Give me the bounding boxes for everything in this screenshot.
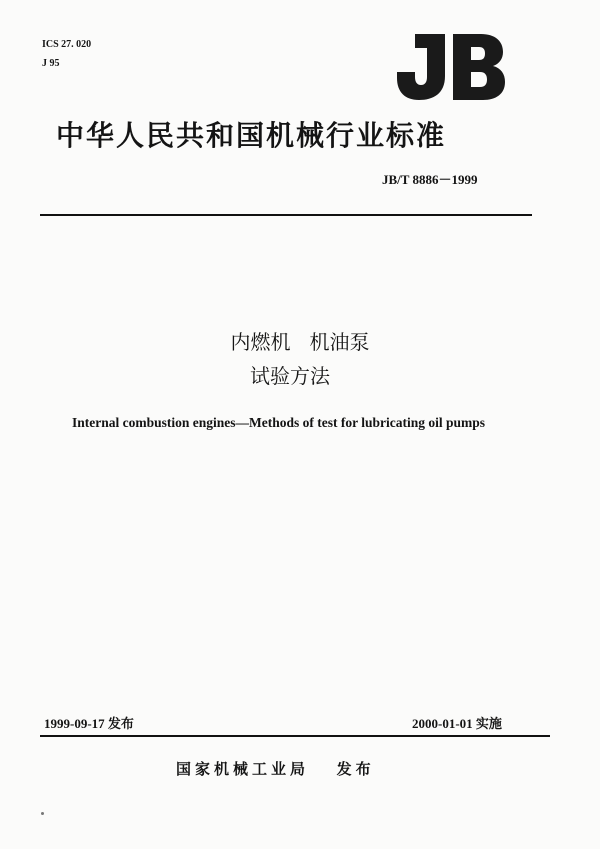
issue-date: 1999-09-17 发布 <box>44 716 134 731</box>
footer-divider <box>40 735 550 737</box>
standard-number: JB/T 8886－1999 <box>382 172 478 187</box>
scan-speck <box>41 812 44 815</box>
ics-code: ICS 27. 020 <box>42 39 92 50</box>
chinese-title-line-2: 试验方法 <box>250 364 330 388</box>
chinese-title-line-1: 内燃机 机油泵 <box>230 330 370 354</box>
header-divider <box>40 214 532 216</box>
ccs-code: J 95 <box>42 58 60 69</box>
publisher: 国家机械工业局 发布 <box>176 760 375 778</box>
organization-title: 中华人民共和国机械行业标准 <box>56 119 447 152</box>
jb-logo <box>393 24 508 104</box>
implementation-date: 2000-01-01 实施 <box>412 716 502 731</box>
english-title: Internal combustion engines—Methods of test for lubricating oil pumps <box>72 415 486 430</box>
